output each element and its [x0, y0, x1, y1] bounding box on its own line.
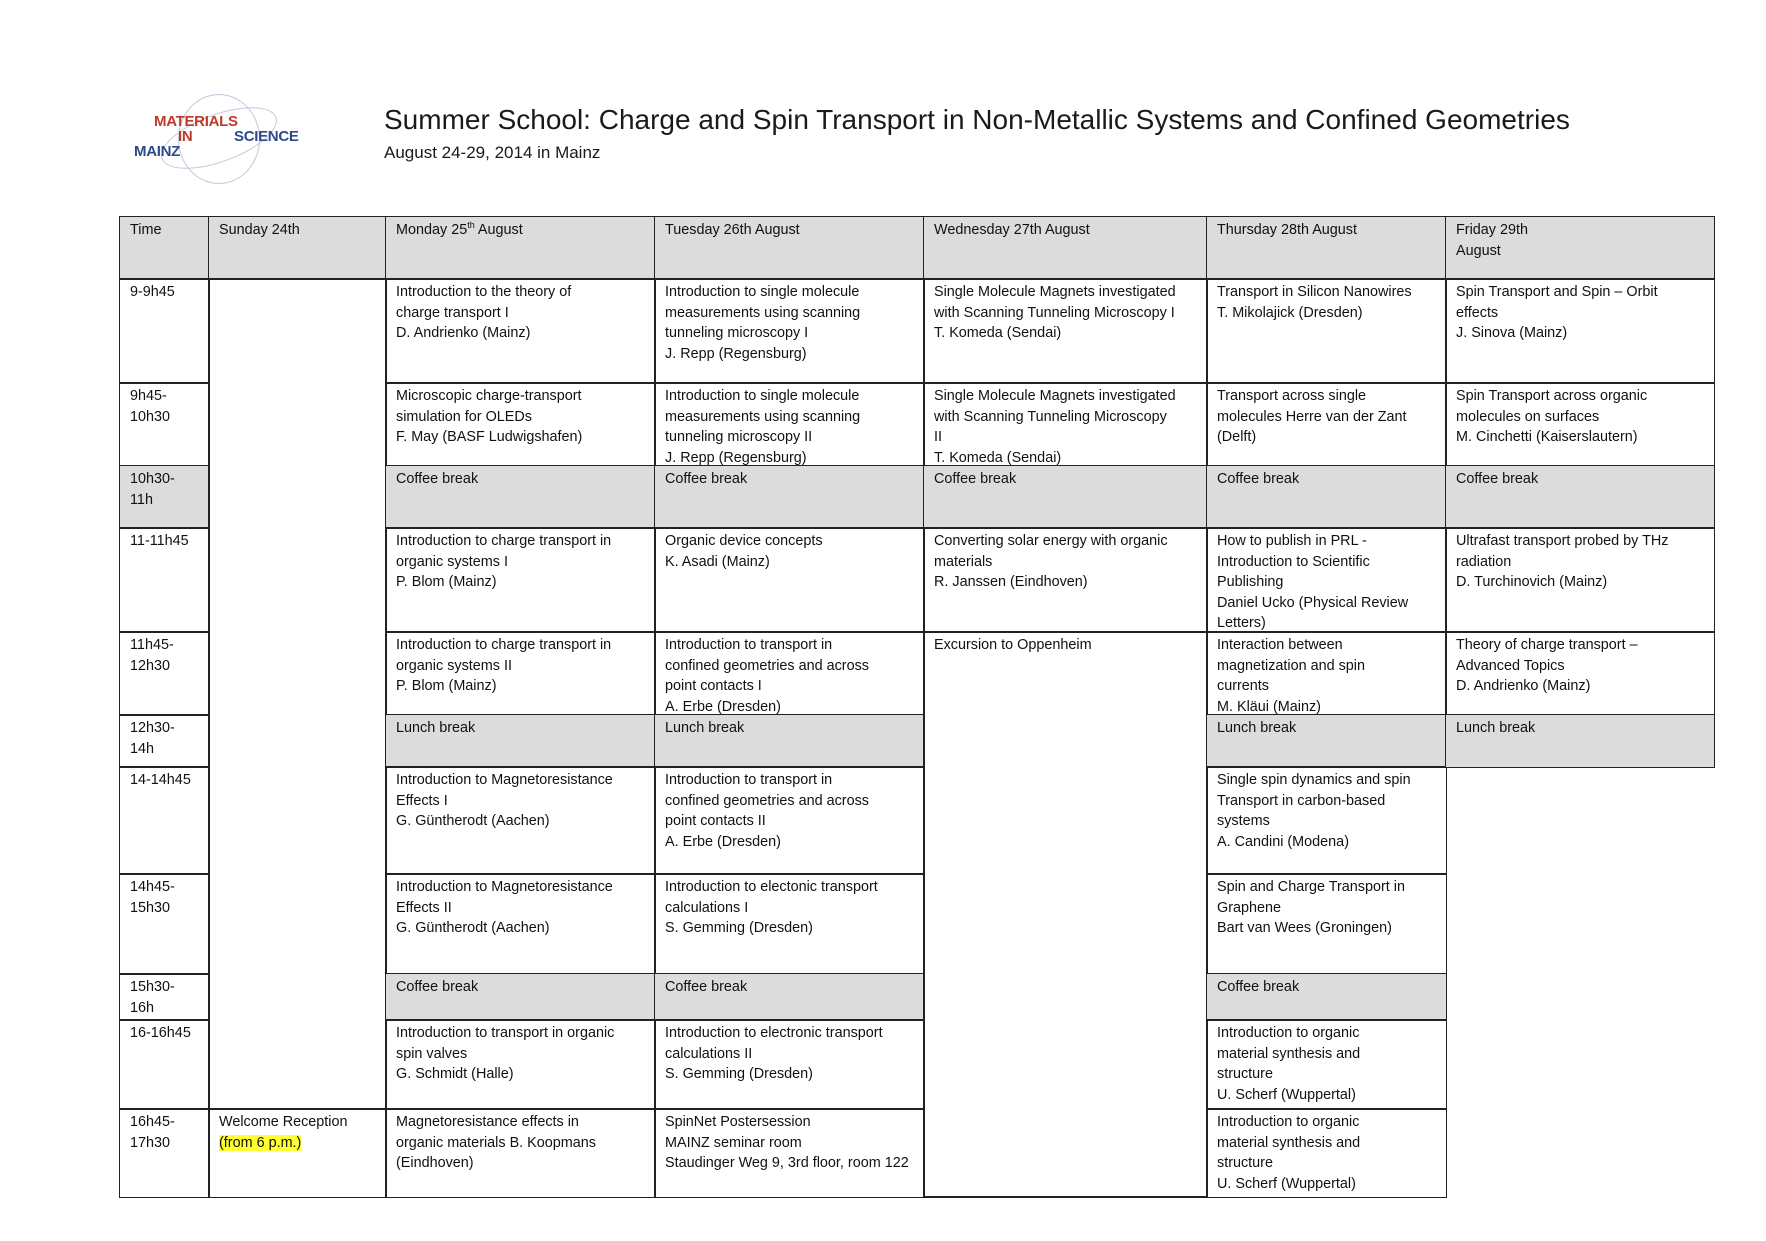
friday-break: Coffee break [1445, 465, 1715, 529]
time-slot: 12h30- 14h [119, 714, 210, 768]
header-sunday: Sunday 24th [208, 216, 387, 280]
thursday-session: Single spin dynamics and spin Transport in carbon-based systems A. Candini (Modena) [1206, 766, 1447, 875]
materials-in-science-mainz-logo [118, 86, 308, 186]
tuesday-session: Introduction to transport in confined geometries and across point contacts I A. Erbe (Dresden) [654, 631, 925, 716]
monday-break: Coffee break [385, 465, 656, 529]
friday-session: Ultrafast transport probed by THz radiation D. Turchinovich (Mainz) [1445, 527, 1715, 633]
tuesday-session: Introduction to electonic transport calculations I S. Gemming (Dresden) [654, 873, 925, 975]
time-slot: 10h30- 11h [119, 465, 210, 529]
page-title: Summer School: Charge and Spin Transport in Non-Metallic Systems and Confined Geometries [384, 104, 1570, 135]
header-monday: Monday 25th August [385, 216, 656, 280]
header-time: Time [119, 216, 210, 280]
thursday-break: Lunch break [1206, 714, 1447, 768]
time-slot: 16h45- 17h30 [119, 1108, 210, 1198]
page-subtitle: August 24-29, 2014 in Mainz [384, 143, 601, 162]
monday-session: Introduction to the theory of charge transport I D. Andrienko (Mainz) [385, 278, 656, 384]
logo-text-science: SCIENCE [234, 128, 299, 145]
wednesday-break: Coffee break [923, 465, 1208, 529]
sunday-welcome-reception: Welcome Reception (from 6 p.m.) [208, 1108, 387, 1198]
thursday-session: Transport across single molecules Herre van der Zant (Delft) [1206, 382, 1447, 467]
monday-break: Coffee break [385, 973, 656, 1021]
thursday-session: Introduction to organic material synthesis and structure U. Scherf (Wuppertal) [1206, 1108, 1447, 1198]
thursday-break: Coffee break [1206, 465, 1447, 529]
tuesday-break: Coffee break [654, 973, 925, 1021]
tuesday-break: Lunch break [654, 714, 925, 768]
time-slot: 11h45- 12h30 [119, 631, 210, 716]
tuesday-postersession: SpinNet Postersession MAINZ seminar room Staudinger Weg 9, 3rd floor, room 122 [654, 1108, 925, 1198]
header-wednesday: Wednesday 27th August [923, 216, 1208, 280]
time-slot: 14-14h45 [119, 766, 210, 875]
tuesday-session: Introduction to electronic transport calculations II S. Gemming (Dresden) [654, 1019, 925, 1110]
tuesday-break: Coffee break [654, 465, 925, 529]
thursday-session: Transport in Silicon Nanowires T. Mikolajick (Dresden) [1206, 278, 1447, 384]
time-slot: 9-9h45 [119, 278, 210, 384]
tuesday-session: Organic device concepts K. Asadi (Mainz) [654, 527, 925, 633]
friday-session: Spin Transport and Spin – Orbit effects J. Sinova (Mainz) [1445, 278, 1715, 384]
thursday-break: Coffee break [1206, 973, 1447, 1021]
monday-session: Introduction to Magnetoresistance Effects II G. Güntherodt (Aachen) [385, 873, 656, 975]
time-slot: 9h45- 10h30 [119, 382, 210, 467]
sunday-empty [208, 278, 387, 1110]
tuesday-session: Introduction to single molecule measurements using scanning tunneling microscopy II J. Repp (Regensburg) [654, 382, 925, 467]
thursday-session: Interaction between magnetization and spin currents M. Kläui (Mainz) [1206, 631, 1447, 716]
thursday-session: How to publish in PRL - Introduction to Scientific Publishing Daniel Ucko (Physical Review Letters) [1206, 527, 1447, 633]
logo-text-mainz: MAINZ [134, 143, 180, 160]
wednesday-session: Single Molecule Magnets investigated with Scanning Tunneling Microscopy I T. Komeda (Sendai) [923, 278, 1208, 384]
logo-text-materials: MATERIALS [154, 113, 238, 130]
tuesday-session: Introduction to single molecule measurements using scanning tunneling microscopy I J. Repp (Regensburg) [654, 278, 925, 384]
monday-session: Microscopic charge-transport simulation for OLEDs F. May (BASF Ludwigshafen) [385, 382, 656, 467]
logo-text-in: IN [178, 128, 193, 145]
wednesday-session: Single Molecule Magnets investigated with Scanning Tunneling Microscopy II T. Komeda (Sendai) [923, 382, 1208, 467]
time-slot: 11-11h45 [119, 527, 210, 633]
tuesday-session: Introduction to transport in confined geometries and across point contacts II A. Erbe (Dresden) [654, 766, 925, 875]
monday-session: Introduction to charge transport in organic systems II P. Blom (Mainz) [385, 631, 656, 716]
header-friday: Friday 29th August [1445, 216, 1715, 280]
monday-session: Introduction to charge transport in organic systems I P. Blom (Mainz) [385, 527, 656, 633]
wednesday-excursion: Excursion to Oppenheim [923, 631, 1208, 1198]
friday-session: Spin Transport across organic molecules on surfaces M. Cinchetti (Kaiserslautern) [1445, 382, 1715, 467]
time-slot: 16-16h45 [119, 1019, 210, 1110]
friday-break: Lunch break [1445, 714, 1715, 768]
monday-session: Introduction to Magnetoresistance Effects I G. Güntherodt (Aachen) [385, 766, 656, 875]
friday-session: Theory of charge transport – Advanced Topics D. Andrienko (Mainz) [1445, 631, 1715, 716]
table-bottom-rule [923, 1196, 1208, 1198]
monday-break: Lunch break [385, 714, 656, 768]
time-slot: 14h45- 15h30 [119, 873, 210, 975]
header-thursday: Thursday 28th August [1206, 216, 1447, 280]
header-tuesday: Tuesday 26th August [654, 216, 925, 280]
wednesday-session: Converting solar energy with organic materials R. Janssen (Eindhoven) [923, 527, 1208, 633]
monday-session: Introduction to transport in organic spin valves G. Schmidt (Halle) [385, 1019, 656, 1110]
highlighted-time: (from 6 p.m.) [219, 1134, 302, 1151]
thursday-session: Introduction to organic material synthesis and structure U. Scherf (Wuppertal) [1206, 1019, 1447, 1110]
monday-session: Magnetoresistance effects in organic materials B. Koopmans (Eindhoven) [385, 1108, 656, 1198]
time-slot: 15h30- 16h [119, 973, 210, 1021]
thursday-session: Spin and Charge Transport in Graphene Bart van Wees (Groningen) [1206, 873, 1447, 975]
